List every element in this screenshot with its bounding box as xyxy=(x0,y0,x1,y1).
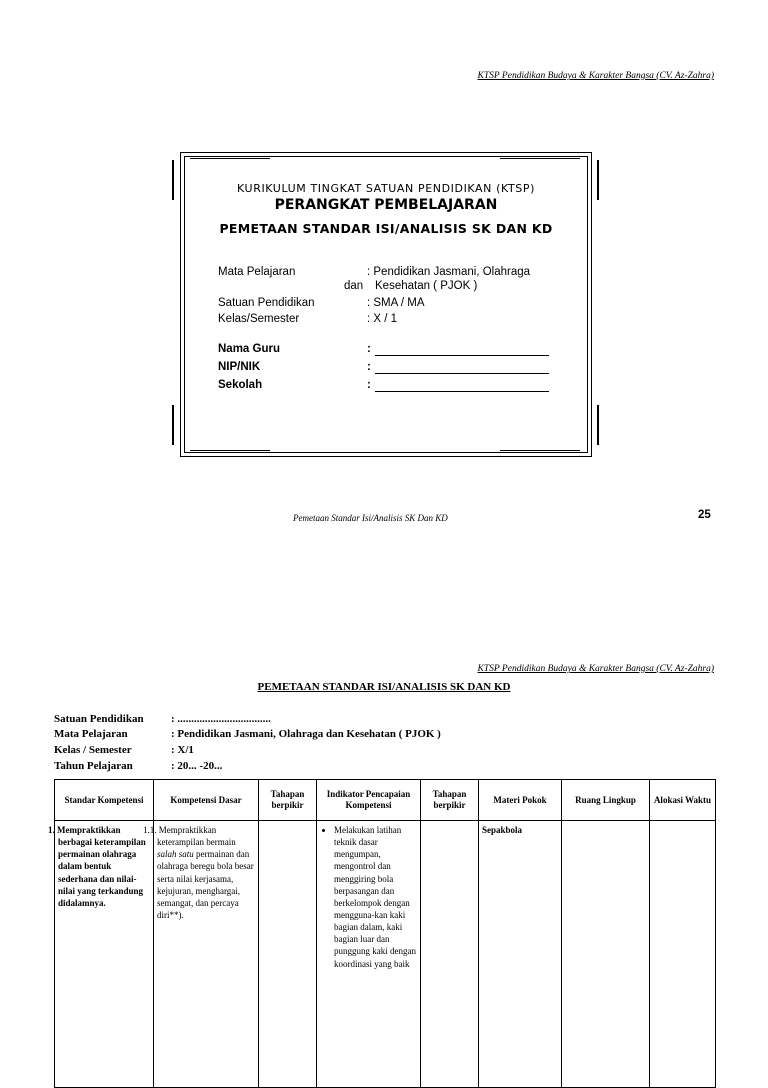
cover-ornament-top-left xyxy=(190,158,270,159)
meta-kelas-label: Kelas / Semester xyxy=(54,744,132,756)
col-header-ruang: Ruang Lingkup xyxy=(562,780,650,821)
cover-ornament-bottom-left xyxy=(190,450,270,451)
cover-nip-colon: : xyxy=(367,361,371,373)
cell-tahapan-1 xyxy=(259,821,317,1088)
table-row xyxy=(55,821,716,1088)
cover-nip-blank xyxy=(375,373,549,374)
page2-title-text: PEMETAAN STANDAR ISI/ANALISIS SK DAN KD xyxy=(257,681,511,693)
cell-ruang xyxy=(562,821,650,1088)
meta-mapel-value: : Pendidikan Jasmani, Olahraga dan Kesehatan ( PJOK ) xyxy=(171,728,441,740)
page1-header: KTSP Pendidikan Budaya & Karakter Bangsa (CV. Az-Zahra) xyxy=(477,71,714,81)
cover-ornament-top-right xyxy=(500,158,580,159)
cover-sekolah-label: Sekolah xyxy=(218,379,263,391)
page-number: 25 xyxy=(698,509,711,521)
cover-sekolah-colon: : xyxy=(367,379,371,391)
meta-satuan-label: Satuan Pendidikan xyxy=(54,713,144,725)
kd-text-1: 1.1. Mempraktikkan keterampilan bermain xyxy=(143,825,236,848)
cell-materi: Sepakbola xyxy=(479,821,562,1088)
cover-ktsp-title: KURIKULUM TINGKAT SATUAN PENDIDIKAN (KTSP) xyxy=(237,182,535,195)
meta-mapel-label: Mata Pelajaran xyxy=(54,728,128,740)
cover-guru-colon: : xyxy=(367,343,371,355)
col-header-indikator: Indikator Pencapaian Kompetensi xyxy=(317,780,421,821)
cell-kd xyxy=(143,821,259,1088)
cover-kelas-label: Kelas/Semester xyxy=(218,313,300,325)
cover-guru-label: Nama Guru xyxy=(218,343,280,355)
meta-tahun-label: Tahun Pelajaran xyxy=(54,760,133,772)
cover-ornament-right-bottom xyxy=(597,405,599,445)
cover-ornament-bottom-right xyxy=(500,450,580,451)
table-header-row xyxy=(55,780,716,821)
cover-satuan-value: : SMA / MA xyxy=(367,297,425,309)
cover-guru-blank xyxy=(375,355,549,356)
cover-satuan-label: Satuan Pendidikan xyxy=(218,297,315,309)
cell-sk: 1. Mempraktikkan berbagai keterampilan permainan olahraga dalam bentuk sederhana dan nilai-nilai yang terkandung didalamnya. xyxy=(55,821,154,1088)
col-header-tahapan-1: Tahapan berpikir xyxy=(259,780,317,821)
cover-perangkat-title: PERANGKAT PEMBELAJARAN xyxy=(274,197,498,213)
page1-footer: Pemetaan Standar Isi/Analisis SK Dan KD xyxy=(293,513,448,523)
meta-satuan-value: : .................................. xyxy=(171,713,271,725)
kd-text-italic: salah satu xyxy=(157,849,194,860)
cover-nip-label: NIP/NIK xyxy=(218,361,261,373)
cell-alokasi xyxy=(650,821,716,1088)
sk-kd-table xyxy=(48,779,716,1088)
col-header-alokasi: Alokasi Waktu xyxy=(650,780,716,821)
col-header-kd: Kompetensi Dasar xyxy=(154,780,259,821)
cover-ornament-left-bottom xyxy=(172,405,174,445)
cover-mapel-value: : Pendidikan Jasmani, Olahraga xyxy=(367,266,531,278)
cover-pemetaan-title: PEMETAAN STANDAR ISI/ANALISIS SK DAN KD xyxy=(219,221,553,236)
page2-header: KTSP Pendidikan Budaya & Karakter Bangsa (CV. Az-Zahra) xyxy=(477,664,714,674)
col-header-tahapan-2: Tahapan berpikir xyxy=(421,780,479,821)
cell-indikator xyxy=(317,821,421,1088)
page2-title xyxy=(0,681,768,693)
col-header-materi: Materi Pokok xyxy=(479,780,562,821)
cover-mapel-value2: Kesehatan ( PJOK ) xyxy=(375,280,478,292)
kd-text-2: permainan dan olahraga beregu bola besar serta nilai kerjasama, kejujuran, menghargai, semangat, dan percaya diri**). xyxy=(157,849,254,920)
meta-kelas-value: : X/1 xyxy=(171,744,194,756)
cover-sekolah-blank xyxy=(375,391,549,392)
cover-mapel-label: Mata Pelajaran xyxy=(218,266,296,278)
indikator-item: • Melakukan latihan teknik dasar mengumpan, mengontrol dan menggiring bola berpasangan dan berkelompok dengan mengguna-kan kaki bagian dalam, kaki bagian luar dan punggung kaki dengan koordinasi yang baik xyxy=(334,824,417,970)
cell-tahapan-2 xyxy=(421,821,479,1088)
cover-ornament-right-top xyxy=(597,160,599,200)
cover-ornament-left-top xyxy=(172,160,174,200)
cover-kelas-value: : X / 1 xyxy=(367,313,398,325)
cover-mapel-dan: dan xyxy=(344,280,364,292)
meta-tahun-value: : 20... -20... xyxy=(171,760,223,772)
col-header-sk: Standar Kompetensi xyxy=(55,780,154,821)
